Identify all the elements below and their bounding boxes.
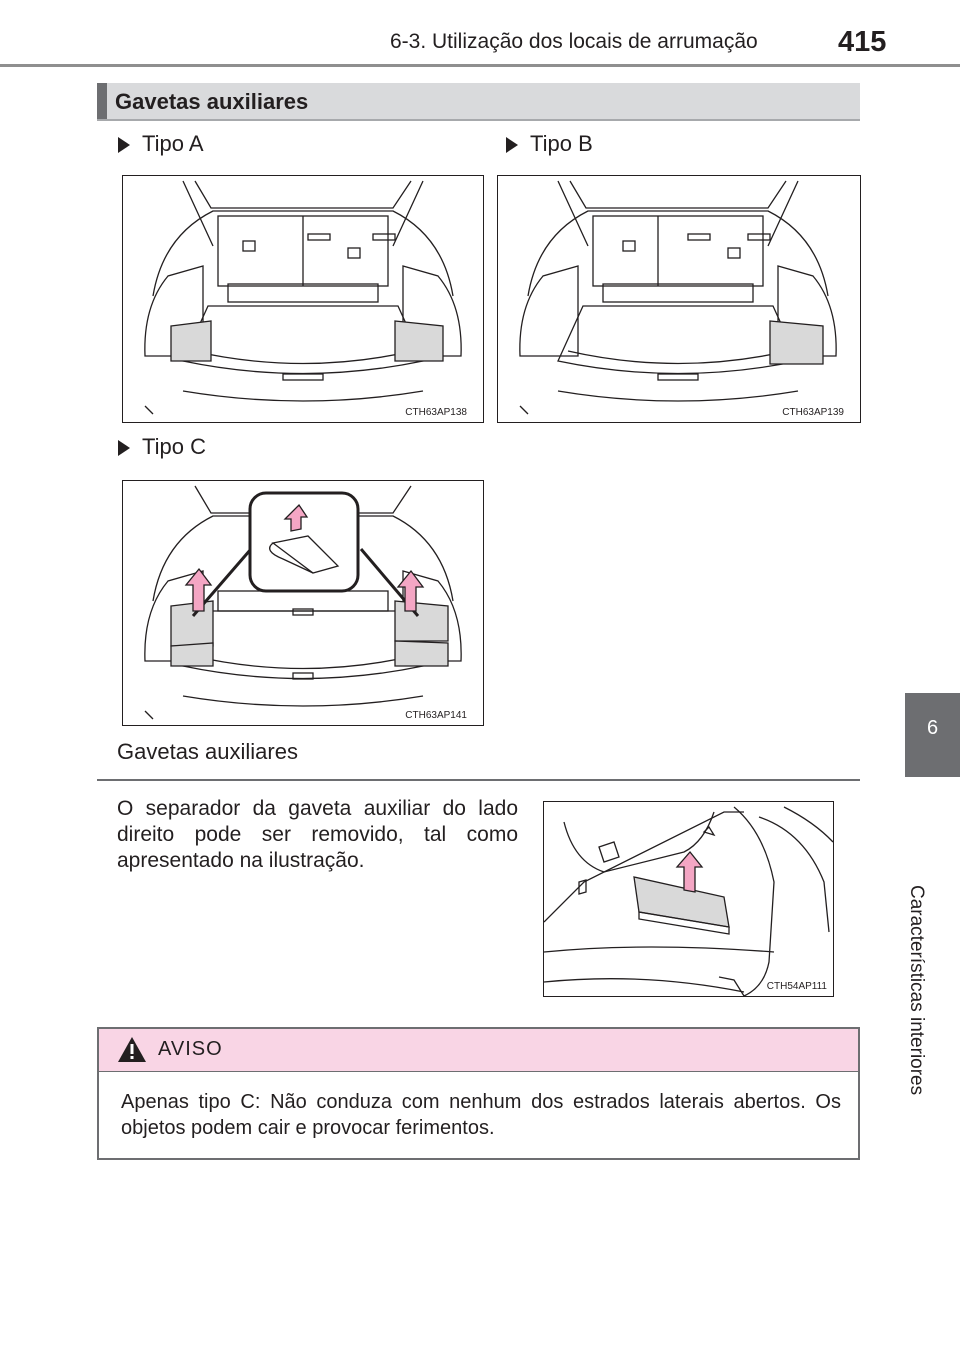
figure-code: CTH63AP139	[782, 407, 844, 418]
trunk-illustration-icon	[498, 176, 860, 422]
trunk-illustration-icon	[123, 481, 483, 725]
warning-triangle-icon	[117, 1036, 147, 1063]
figure-separator	[543, 801, 834, 997]
section-banner	[97, 83, 860, 121]
page-number: 415	[838, 26, 887, 58]
type-a-label: Tipo A	[142, 131, 204, 156]
figure-type-b	[497, 175, 861, 423]
running-header: 6-3. Utilização dos locais de arrumação	[390, 30, 758, 53]
bullet-triangle-icon	[118, 137, 130, 153]
body-paragraph: O separador da gaveta auxiliar do lado direito pode ser removido, tal como apresentado na ilustração.	[117, 797, 518, 872]
figure-caption: Gavetas auxiliares	[117, 739, 298, 764]
section-title: Gavetas auxiliares	[115, 89, 309, 114]
type-b-label: Tipo B	[530, 131, 593, 156]
chapter-tab	[905, 693, 960, 777]
chapter-number: 6	[926, 717, 939, 739]
warning-header	[99, 1029, 858, 1072]
figure-code: CTH63AP141	[405, 710, 467, 721]
chapter-title-vertical: Características interiores	[906, 885, 927, 1096]
figure-code: CTH54AP111	[766, 981, 827, 992]
bullet-triangle-icon	[506, 137, 518, 153]
warning-box	[97, 1027, 860, 1160]
section-rule	[97, 779, 860, 781]
header-rule	[0, 64, 960, 67]
figure-type-c	[122, 480, 484, 726]
warning-text: Apenas tipo C: Não conduza com nenhum dos estrados laterais abertos. Os objetos podem cair e provocar ferimentos.	[121, 1091, 841, 1139]
banner-accent-bar	[97, 83, 107, 119]
separator-illustration-icon	[544, 802, 833, 996]
figure-type-a	[122, 175, 484, 423]
warning-title: AVISO	[158, 1038, 223, 1060]
type-c-label: Tipo C	[142, 434, 206, 459]
trunk-illustration-icon	[123, 176, 483, 422]
bullet-triangle-icon	[118, 440, 130, 456]
figure-code: CTH63AP138	[405, 407, 467, 418]
